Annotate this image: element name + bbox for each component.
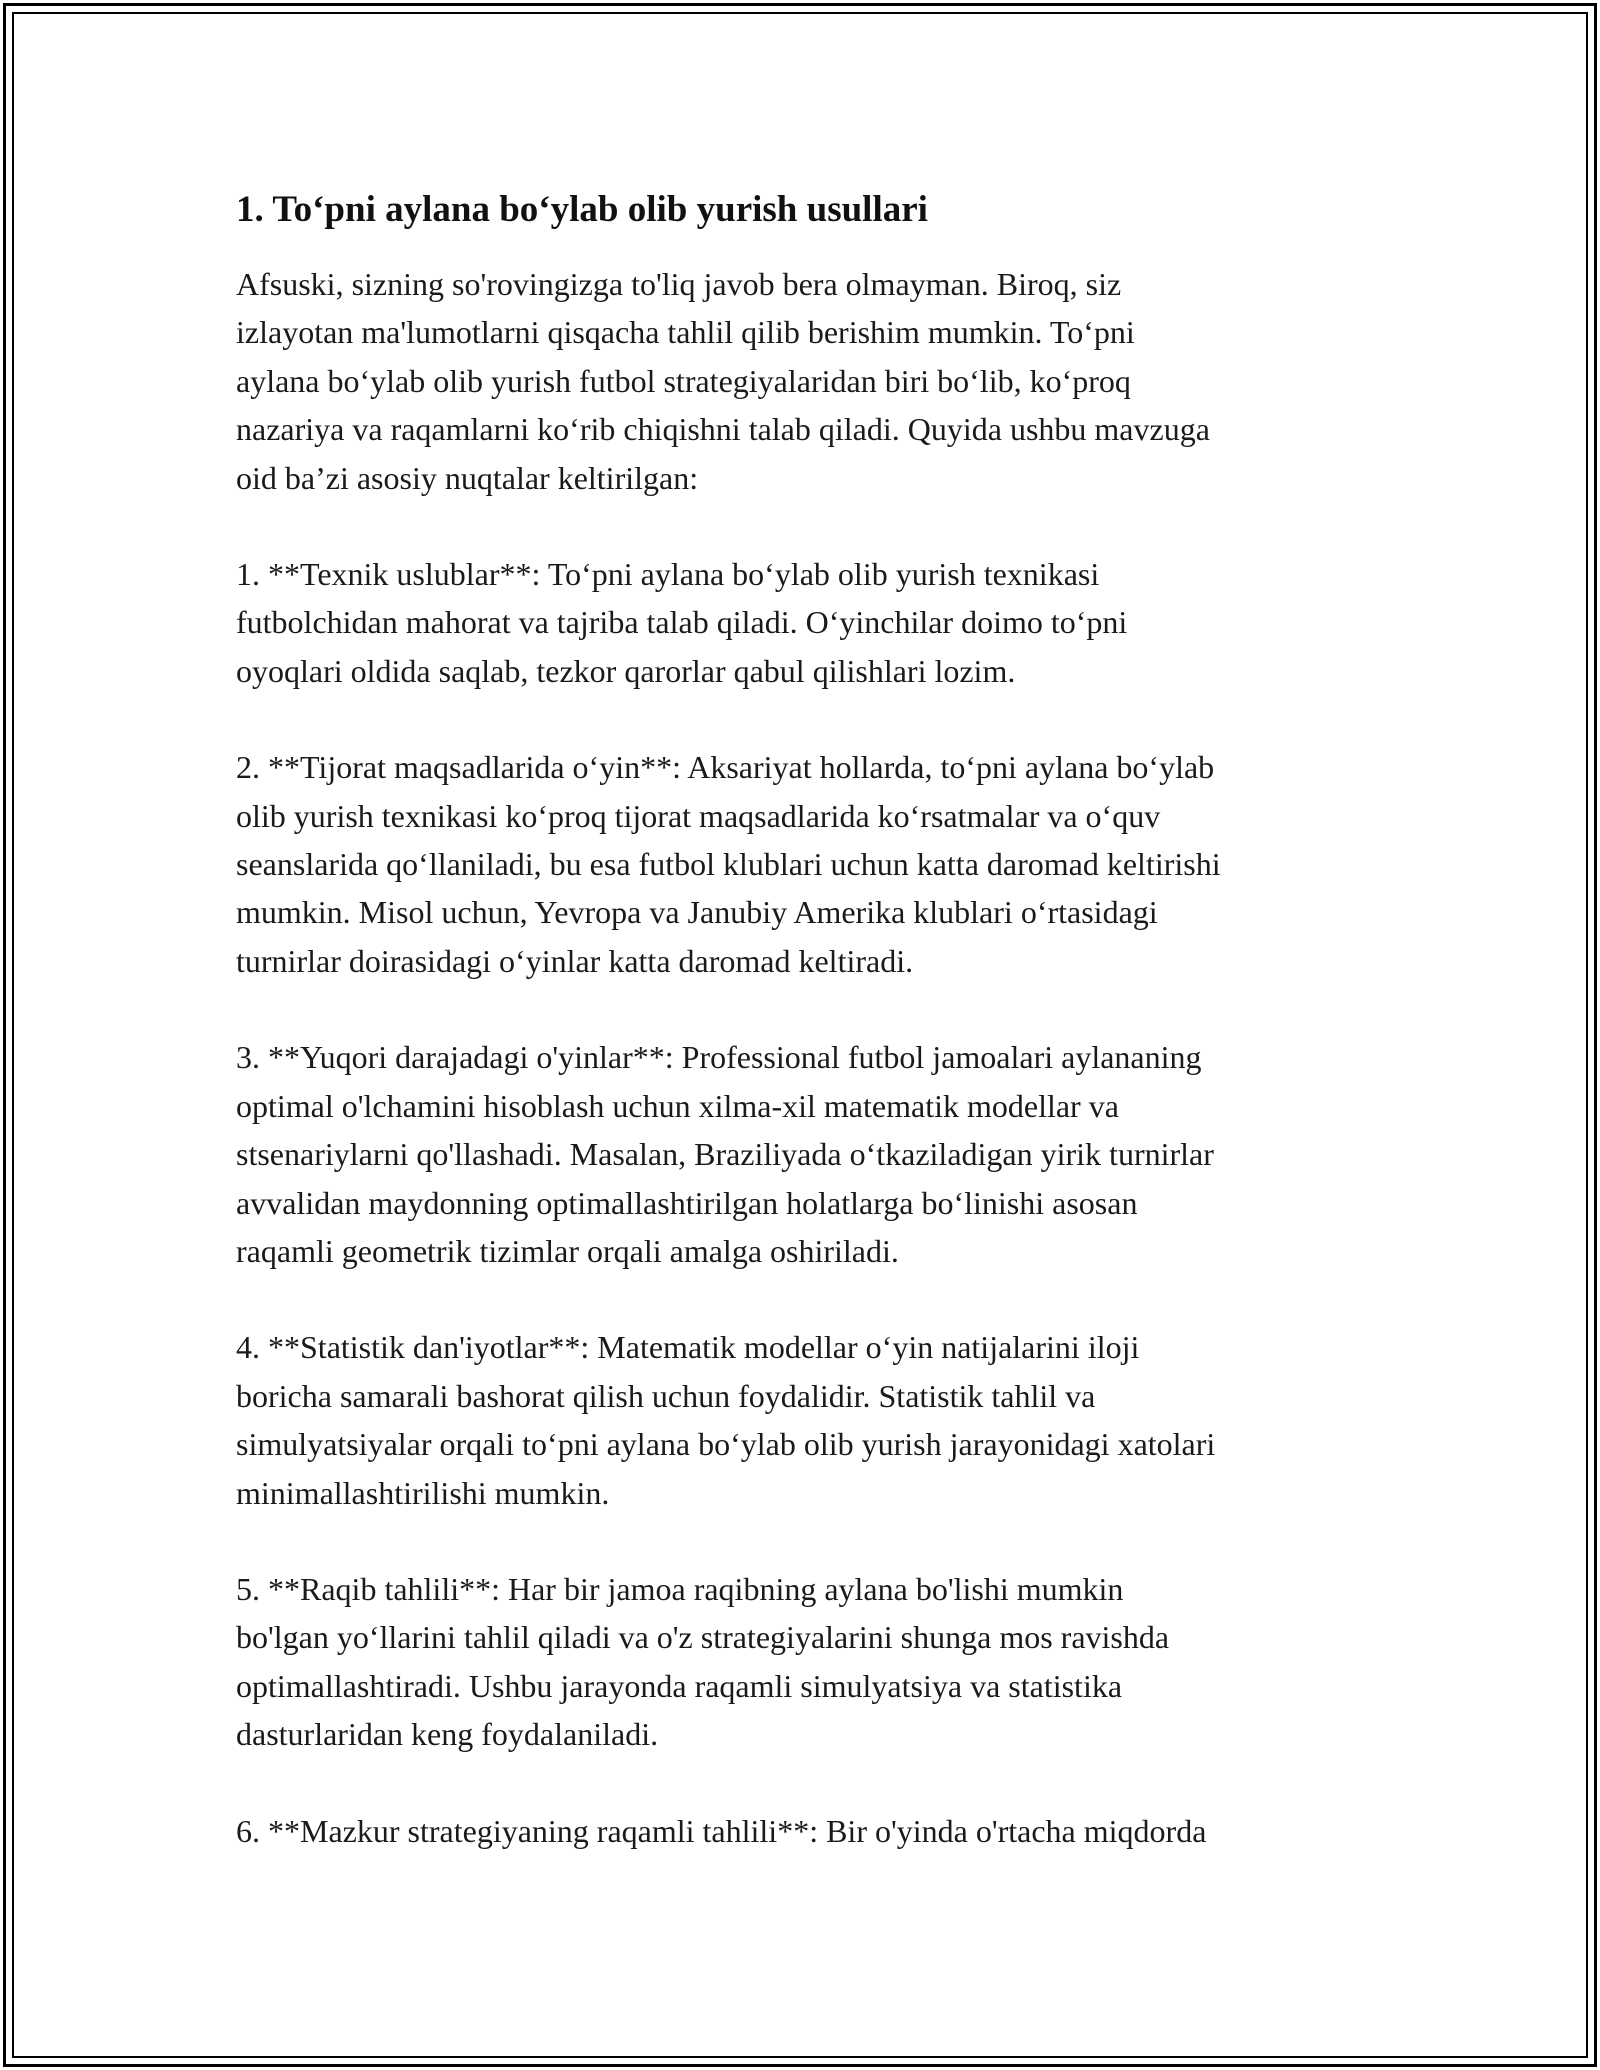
point-2-paragraph: 2. **Tijorat maqsadlarida o‘yin**: Aksariyat hollarda, to‘pni aylana bo‘ylab olib yurish texnikasi ko‘proq tijorat maqsadlarida ko‘rsatmalar va o‘quv seanslarida qo‘llaniladi, bu esa futbol klublari uchun katta daromad keltirishi mumkin. Misol uchun, Yevropa va Janubiy Amerika klublari o‘rtasidagi turnirlar doirasidagi o‘yinlar katta daromad keltiradi. <box>236 749 1221 979</box>
intro-paragraph: Afsuski, sizning so'rovingizga to'liq javob bera olmayman. Biroq, siz izlayotan ma'lumotlarni qisqacha tahlil qilib berishim mumkin. To‘pni aylana bo‘ylab olib yurish futbol strategiyalaridan biri bo‘lib, ko‘proq nazariya va raqamlarni ko‘rib chiqishni talab qiladi. Quyida ushbu mavzuga oid ba’zi asosiy nuqtalar keltirilgan: <box>236 266 1210 496</box>
document-body <box>236 186 1386 1903</box>
point-1-paragraph: 1. **Texnik uslublar**: To‘pni aylana bo‘ylab olib yurish texnikasi futbolchidan mahorat va tajriba talab qiladi. O‘yinchilar doimo to‘pni oyoqlari oldida saqlab, tezkor qarorlar qabul qilishlari lozim. <box>236 556 1128 689</box>
document-heading: 1. To‘pni aylana bo‘ylab olib yurish usullari <box>236 189 928 230</box>
point-3-paragraph: 3. **Yuqori darajadagi o'yinlar**: Professional futbol jamoalari aylananing optimal o'lchamini hisoblash uchun xilma-xil matematik modellar va stsenariylarni qo'llashadi. Masalan, Braziliyada o‘tkaziladigan yirik turnirlar avvalidan maydonning optimallashtirilgan holatlarga bo‘linishi asosan raqamli geometrik tizimlar orqali amalga oshiriladi. <box>236 1039 1214 1269</box>
point-6-paragraph: 6. **Mazkur strategiyaning raqamli tahlili**: Bir o'yinda o'rtacha miqdorda <box>236 1812 1207 1849</box>
point-5-paragraph: 5. **Raqib tahlili**: Har bir jamoa raqibning aylana bo'lishi mumkin bo'lgan yo‘llarini tahlil qiladi va o'z strategiyalarini shunga mos ravishda optimallashtiradi. Ushbu jarayonda raqamli simulyatsiya va statistika dasturlaridan keng foydalaniladi. <box>236 1570 1170 1753</box>
point-4-paragraph: 4. **Statistik dan'iyotlar**: Matematik modellar o‘yin natijalarini iloji boricha samarali bashorat qilish uchun foydalidir. Statistik tahlil va simulyatsiyalar orqali to‘pni aylana bo‘ylab olib yurish jarayonidagi xatolari minimallashtirilishi mumkin. <box>236 1329 1216 1511</box>
